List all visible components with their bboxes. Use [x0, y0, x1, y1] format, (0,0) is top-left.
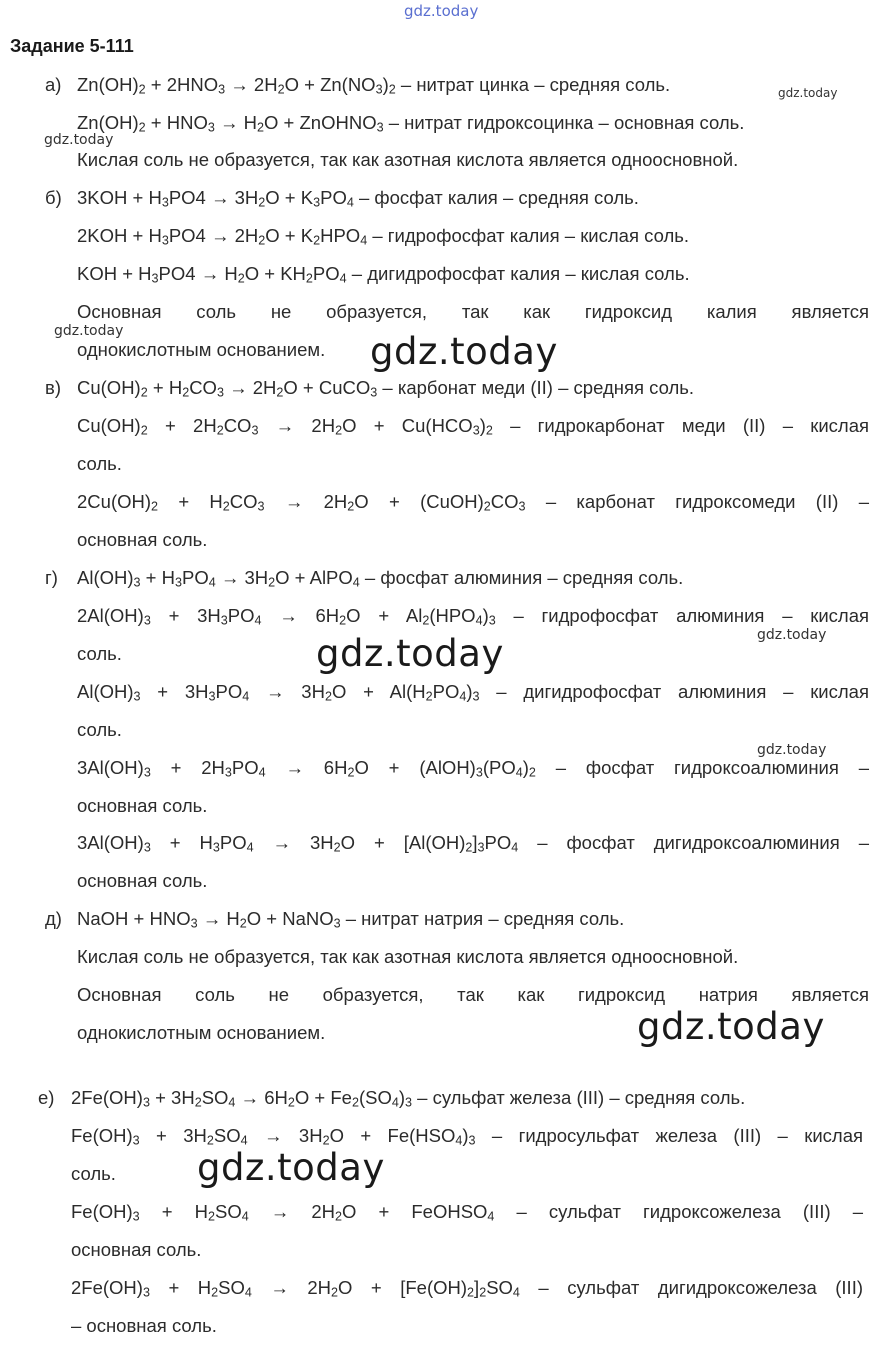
equation-line: $Fe(OH)_3 + H_2SO_4 \to 2H_2O$ + FeOHSO$_4$ – сульфат гидроксожелеза (III) –: [71, 1201, 863, 1224]
equation-line: $Cu(OH)_2 + 2H_2CO_3 \to 2H_2O + Cu(HCO_3)_2$ – гидрокарбонат меди (II) – кислая: [77, 415, 870, 438]
text-line: соль.: [77, 453, 122, 474]
equation-line: $Al(OH)_3 + H_3PO_4 \to 3H_2O$ + AlPO$_4$ – фосфат алюминия – средняя соль.: [77, 567, 684, 590]
note-line: Кислая соль не образуется, так как азотная кислота является одноосновной.: [77, 149, 739, 170]
section-label-g: г): [45, 567, 58, 588]
watermark-large: gdz.today: [197, 1146, 385, 1189]
note-line: однокислотным основанием.: [77, 1022, 326, 1043]
equation-line: $Zn(OH)_2 + 2HNO_3 \to 2H_2O + Zn(NO_3)_2$ – нитрат цинка – средняя соль.: [77, 74, 671, 97]
note-line: однокислотным основанием.: [77, 339, 326, 360]
text-line: соль.: [77, 719, 122, 740]
watermark-large: gdz.today: [316, 632, 504, 675]
watermark-top[interactable]: gdz.today: [404, 2, 479, 20]
text-line: – основная соль.: [71, 1315, 217, 1336]
watermark-small: gdz.today: [757, 627, 827, 643]
watermark-small: gdz.today: [757, 742, 827, 758]
text-line: основная соль.: [77, 870, 208, 891]
section-label-b: б): [45, 187, 62, 208]
equation-line: $Cu(OH)_2 + H_2CO_3 \to 2H_2O$ + CuCO$_3$ – карбонат меди (II) – средняя соль.: [77, 377, 695, 400]
equation-line: $3Al(OH)_3 + H_3PO_4 \to 3H_2O + [Al(OH)_2]_3PO_4$ – фосфат дигидроксоалюминия –: [77, 832, 869, 855]
note-line: Основная соль не образуется, так как гидроксид калия является: [77, 301, 869, 322]
watermark-small: gdz.today: [44, 132, 114, 148]
task-title: Задание 5-111: [10, 36, 134, 56]
text-line: основная соль.: [77, 795, 208, 816]
equation-line: $Al(OH)_3 + 3H_3PO_4 \to 3H_2O + Al(H_2PO_4)_3$ – дигидрофосфат алюминия – кислая: [77, 681, 869, 704]
text-line: соль.: [77, 643, 122, 664]
equation-line: $3KOH + H_3PO4 \to 3H_2O + K_3PO_4$ – фосфат калия – средняя соль.: [77, 187, 639, 210]
equation-line: $2KOH + H_3PO4 \to 2H_2O + K_2HPO_4$ – гидрофосфат калия – кислая соль.: [77, 225, 690, 248]
watermark-small: gdz.today: [54, 323, 124, 339]
text-line: соль.: [71, 1163, 116, 1184]
equation-line: NaOH + $HNO_3 \to H_2O$ + NaNO$_3$ – нитрат натрия – средняя соль.: [77, 908, 625, 931]
equation-line: $2Al(OH)_3 + 3H_3PO_4 \to 6H_2O + Al_2(HPO_4)_3$ – гидрофосфат алюминия – кислая: [77, 605, 870, 628]
section-label-a: а): [45, 74, 62, 95]
text-line: основная соль.: [77, 529, 208, 550]
equation-line: $2Fe(OH)_3 + 3H_2SO_4 \to 6H_2O + Fe_2(SO_4)_3$ – сульфат железа (III) – средняя соль.: [71, 1087, 746, 1110]
note-line: Основная соль не образуется, так как гидроксид натрия является: [77, 984, 869, 1005]
equation-line: $Fe(OH)_3 + 3H_2SO_4 \to 3H_2O + Fe(HSO_4)_3$ – гидросульфат железа (III) – кислая: [71, 1125, 864, 1148]
equation-line: $2Fe(OH)_3 + H_2SO_4 \to 2H_2O + [Fe(OH)_2]_2SO_4$ – сульфат дигидроксожелеза (III): [71, 1277, 863, 1300]
equation-line: $2Cu(OH)_2 + H_2CO_3 \to 2H_2O$ + $(CuOH)_2CO_3$ – карбонат гидроксомеди (II) –: [77, 491, 869, 514]
text-line: основная соль.: [71, 1239, 202, 1260]
watermark-large: gdz.today: [370, 330, 558, 373]
equation-line: $Zn(OH)_2 + HNO_3 \to H_2O$ + ZnOHNO$_3$ – нитрат гидроксоцинка – основная соль.: [77, 112, 745, 135]
section-label-e: е): [38, 1087, 55, 1108]
note-line: Кислая соль не образуется, так как азотная кислота является одноосновной.: [77, 946, 739, 967]
watermark-small: gdz.today: [778, 86, 838, 100]
section-label-v: в): [45, 377, 61, 398]
equation-line: $3Al(OH)_3 + 2H_3PO_4 \to 6H_2O$ + $(AlOH)_3(PO_4)_2$ – фосфат гидроксоалюминия –: [77, 757, 869, 780]
watermark-large: gdz.today: [637, 1005, 825, 1048]
equation-line: KOH + $H_3PO4 \to H_2O + KH_2PO_4$ – дигидрофосфат калия – кислая соль.: [77, 263, 690, 286]
section-label-d: д): [45, 908, 62, 929]
